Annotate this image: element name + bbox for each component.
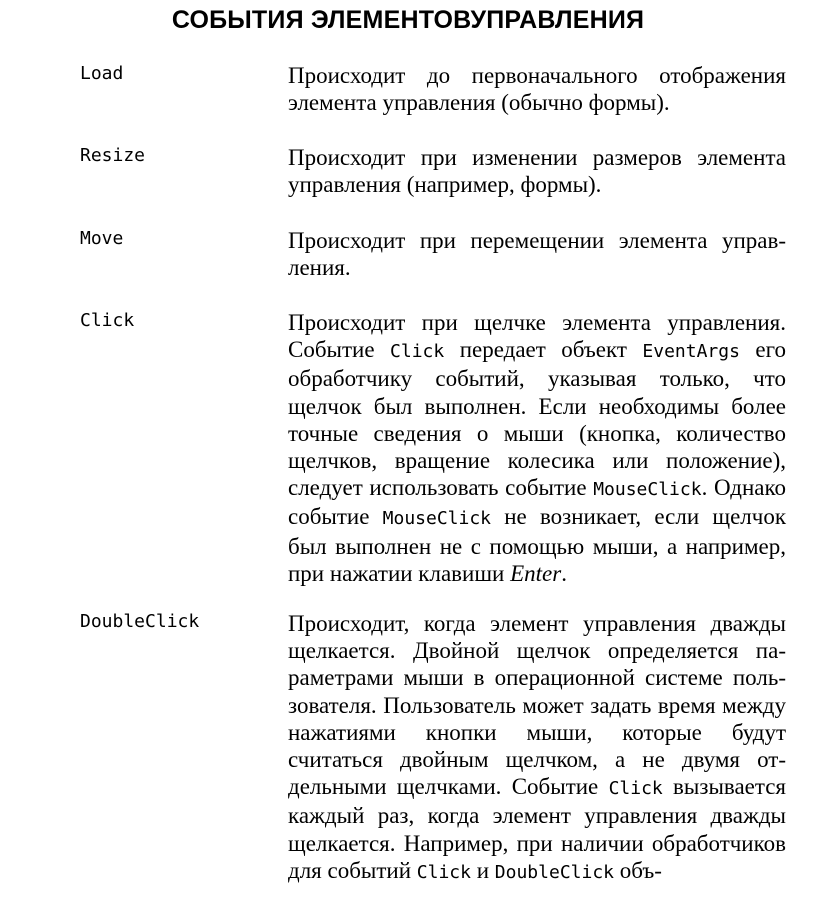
desc-text: его обработчику событий, указывая только, что щелчок был выполнен. Если необходимы более точные сведения о мыши (кнопка, количество щелчков, вращение колесика или положение), следует использовать событие	[288, 337, 786, 501]
event-desc-click	[288, 309, 786, 587]
event-name-click: Click	[80, 310, 135, 331]
desc-text: объ-	[614, 857, 662, 883]
page-title: СОБЫТИЯ ЭЛЕМЕНТОВУПРАВЛЕНИЯ	[171, 6, 645, 34]
event-desc-load	[288, 62, 786, 116]
code-eventargs: EventArgs	[642, 341, 740, 363]
desc-text: и	[470, 857, 495, 883]
code-mouseclick: MouseClick	[593, 479, 702, 501]
event-desc-doubleclick	[288, 610, 786, 886]
desc-text: Происходит, когда элемент управления дважды щелкается. Двойной щелчок определяется параметрами мыши в операционной системе пользователя. Пользователь может задать время между нажатиями кнопки мыши, которые будут считаться двойным щелчком, а не двумя отдельными щелчками. Событие	[288, 611, 786, 800]
code-doubleclick: DoubleClick	[494, 861, 615, 883]
event-name-load: Load	[80, 63, 124, 84]
desc-text: .	[561, 560, 567, 586]
code-click: Click	[416, 861, 471, 883]
event-desc-resize	[288, 144, 786, 198]
desc-text: не возникает, если щелчок был выполнен не с помощью мыши, а например, при нажатии клавиши	[288, 504, 786, 586]
event-name-doubleclick: DoubleClick	[80, 611, 200, 632]
desc-text: вызывается каждый раз, когда элемент управления дважды щелкается. Например, при наличии обработчиков для событий	[288, 774, 786, 883]
key-enter: Enter	[510, 560, 562, 586]
desc-text: передает объект	[444, 337, 643, 363]
code-click: Click	[608, 778, 663, 800]
desc-text: Происходит при щелчке элемента управления. Событие	[288, 310, 786, 363]
desc-text: Происходит до первоначального отображения элемента управления (обычно формы).	[288, 63, 786, 116]
desc-text: Происходит при перемещении элемента управления.	[288, 228, 786, 281]
desc-text: . Однако событие	[288, 475, 786, 530]
event-name-resize: Resize	[80, 145, 146, 166]
code-click: Click	[390, 341, 445, 363]
event-name-move: Move	[80, 228, 124, 249]
event-desc-move	[288, 227, 786, 281]
code-mouseclick: MouseClick	[382, 508, 492, 530]
desc-text: Происходит при изменении размеров элемента управления (например, формы).	[288, 145, 786, 198]
